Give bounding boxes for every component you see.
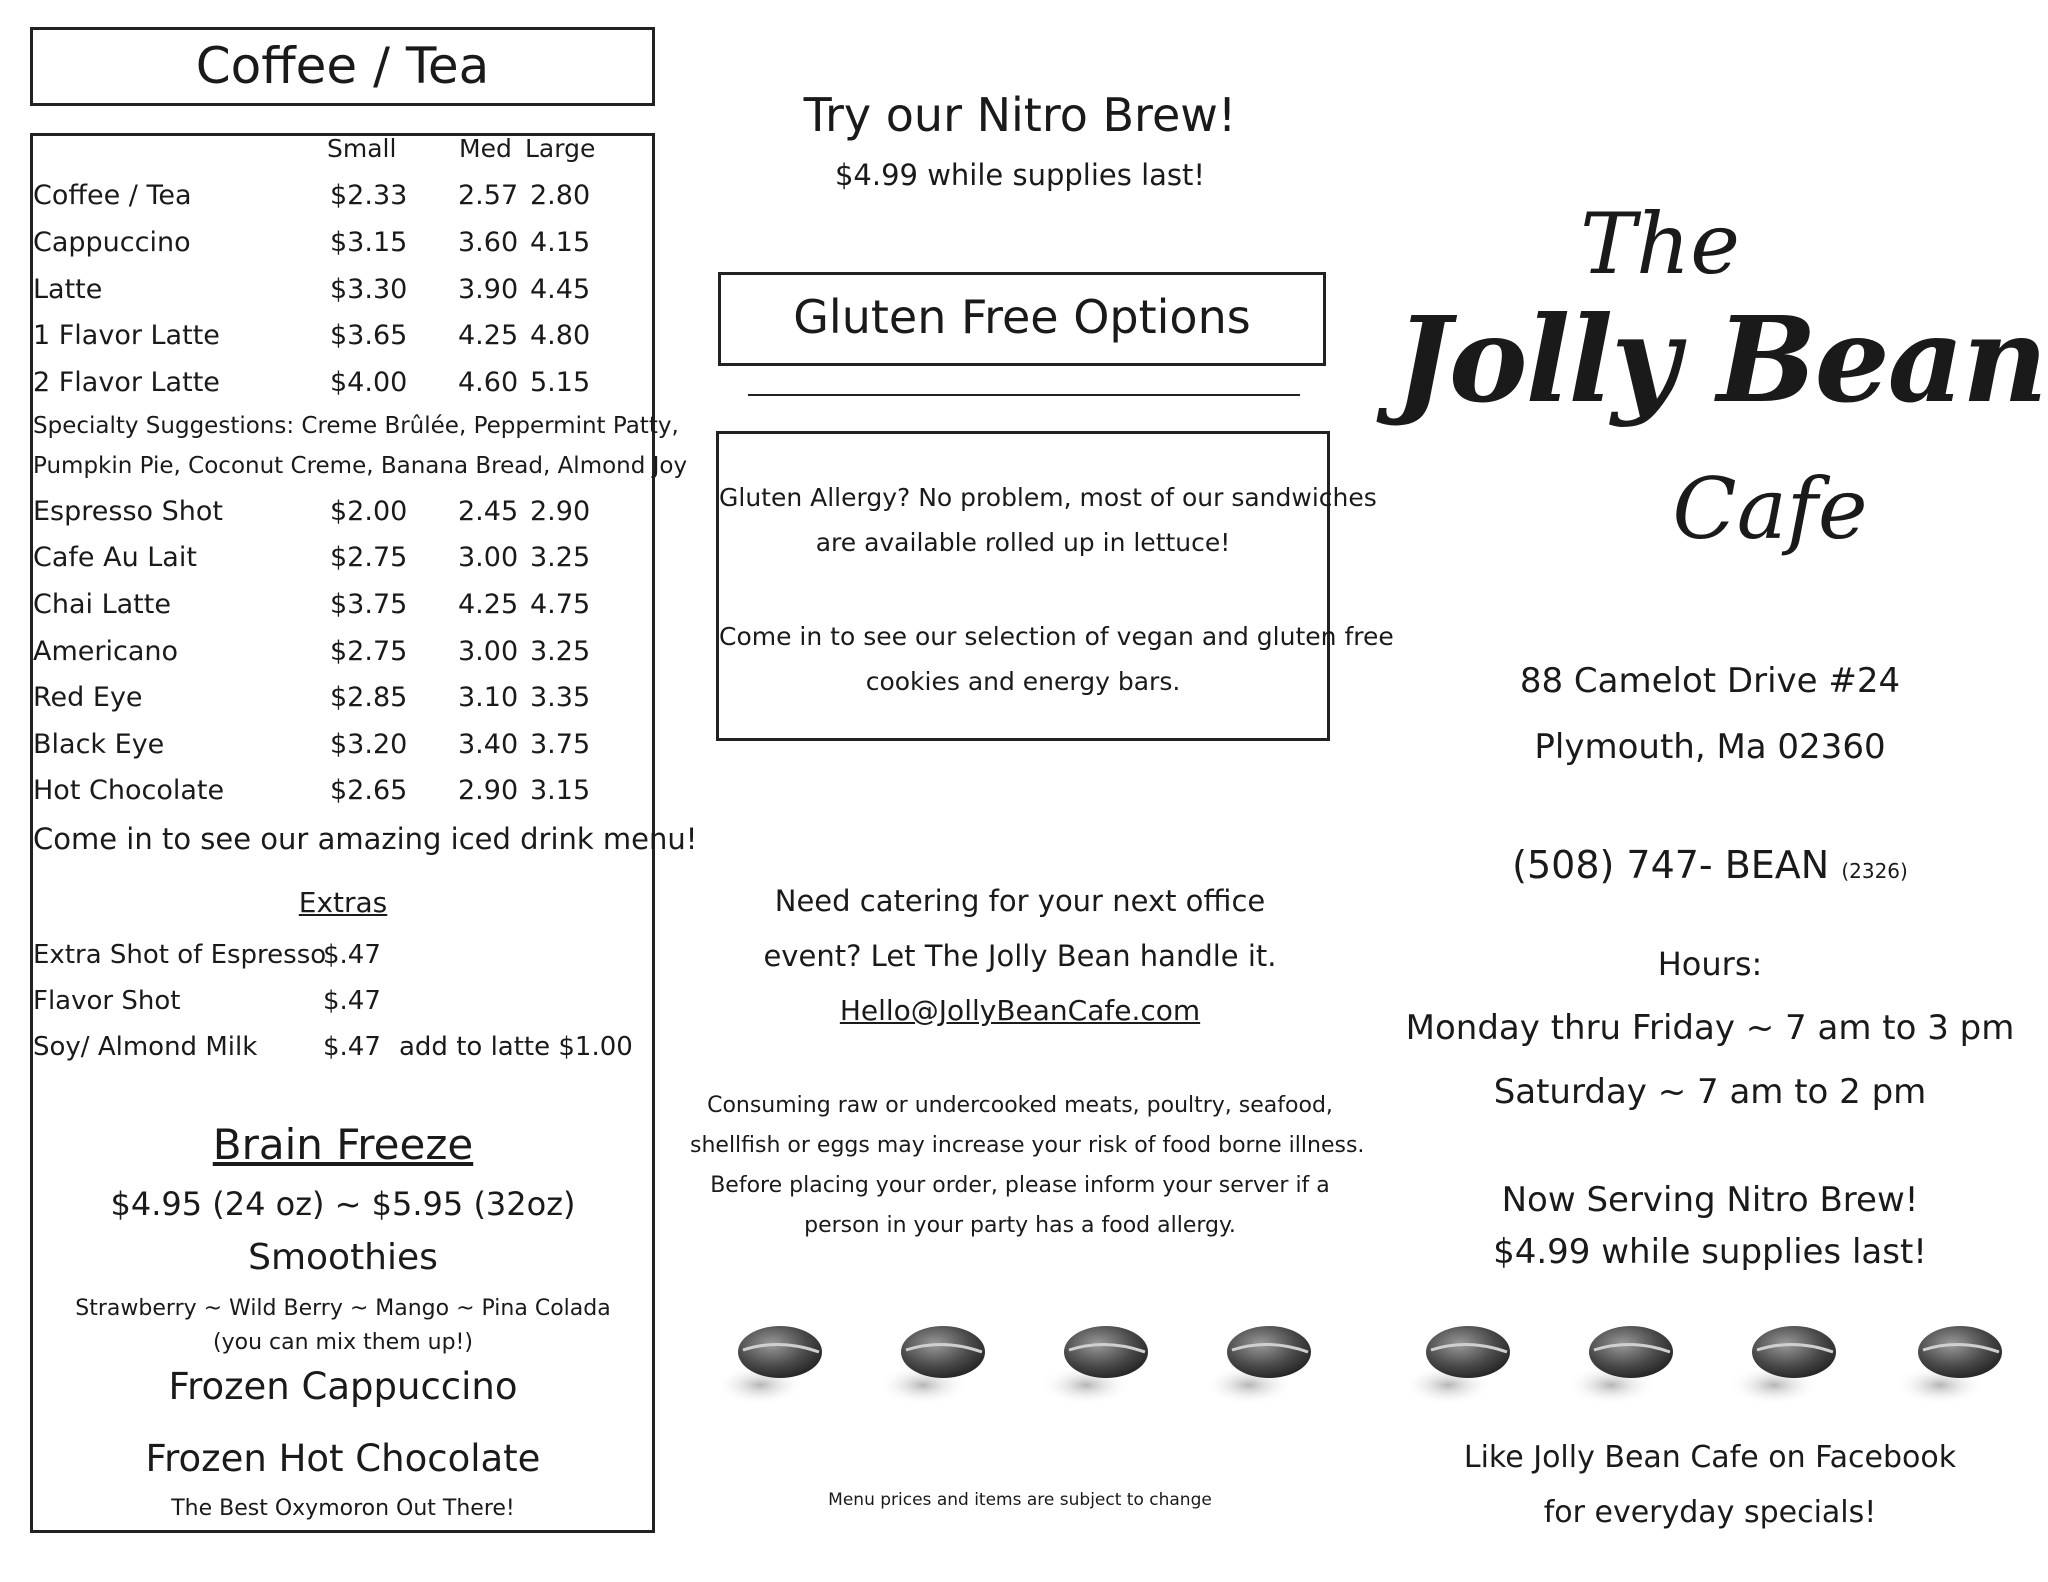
logo-name: Jolly Bean [1395, 290, 2046, 429]
extras-row [33, 940, 653, 986]
address-line1: 88 Camelot Drive #24 [1519, 661, 1901, 701]
phone-digits: (2326) [1841, 859, 1908, 883]
allergy-line4: cookies and energy bars. [865, 667, 1181, 696]
item-name: Hot Chocolate [33, 775, 225, 806]
email-link[interactable]: Hello@JollyBeanCafe.com [839, 994, 1201, 1027]
price-small: $3.20 [330, 729, 408, 760]
specialty-suggestions-line1: Specialty Suggestions: Creme Brûlée, Peppermint Patty, [33, 413, 679, 439]
price-med: 3.10 [458, 682, 519, 713]
price-med: 3.40 [458, 729, 519, 760]
menu-row [33, 589, 653, 635]
prices-disclaimer: Menu prices and items are subject to change [828, 1490, 1212, 1510]
coffee-bean-icon [1204, 1320, 1314, 1410]
coffee-bean-icon [1729, 1320, 1839, 1410]
menu-row [33, 180, 653, 226]
extras-title: Extras [298, 886, 388, 919]
menu-row [33, 682, 653, 728]
nitro-brew-title: Try our Nitro Brew! [803, 88, 1237, 142]
item-name: Chai Latte [33, 589, 171, 620]
item-name: Espresso Shot [33, 496, 223, 527]
price-small: $3.75 [330, 589, 408, 620]
allergy-line2: are available rolled up in lettuce! [815, 528, 1231, 557]
logo-the: The [1580, 195, 1740, 293]
nitro-serving-line2: $4.99 while supplies last! [1493, 1232, 1927, 1272]
price-small: $2.75 [330, 636, 408, 667]
extras-row [33, 986, 653, 1032]
nitro-brew-subtitle: $4.99 while supplies last! [834, 158, 1206, 192]
oxymoron-note: The Best Oxymoron Out There! [171, 1496, 515, 1521]
menu-row [33, 775, 653, 821]
coffee-bean-icon [878, 1320, 988, 1410]
menu-row [33, 367, 653, 413]
divider-rule [748, 394, 1300, 396]
price-med: 2.57 [458, 180, 519, 211]
price-small: $2.75 [330, 542, 408, 573]
item-name: Latte [33, 274, 103, 305]
price-med: 2.90 [458, 775, 519, 806]
gluten-allergy-box [716, 431, 1394, 741]
hours-weekday: Monday thru Friday ~ 7 am to 3 pm [1405, 1008, 2015, 1048]
item-name: Cafe Au Lait [33, 542, 197, 573]
menu-row [33, 542, 653, 588]
catering-line2: event? Let The Jolly Bean handle it. [763, 939, 1277, 973]
iced-drink-note: Come in to see our amazing iced drink menu! [33, 822, 698, 856]
header-large: Large [525, 134, 596, 163]
brain-freeze-price: $4.95 (24 oz) ~ $5.95 (32oz) [110, 1185, 576, 1223]
price-large: 3.15 [530, 775, 591, 806]
menu-row [33, 636, 653, 682]
specialty-suggestions-line2: Pumpkin Pie, Coconut Creme, Banana Bread, Almond Joy [33, 453, 688, 479]
brain-freeze-title: Brain Freeze [212, 1120, 474, 1169]
frozen-cappuccino: Frozen Cappuccino [168, 1365, 518, 1408]
extras-row [33, 1032, 653, 1078]
extra-name: Extra Shot of Espresso [33, 940, 327, 970]
price-small: $3.15 [330, 227, 408, 258]
price-small: $2.85 [330, 682, 408, 713]
extra-price: $.47 [323, 986, 381, 1016]
facebook-line2: for everyday specials! [1543, 1495, 1877, 1530]
allergy-line3: Come in to see our selection of vegan and gluten free [719, 622, 1394, 651]
coffee-bean-icon [1566, 1320, 1676, 1410]
item-name: Black Eye [33, 729, 165, 760]
price-med: 3.60 [458, 227, 519, 258]
extra-price: $.47 [323, 1032, 381, 1062]
extra-price: $.47 [323, 940, 381, 970]
price-large: 4.45 [530, 274, 591, 305]
menu-row [33, 227, 653, 273]
smoothies-flavors: Strawberry ~ Wild Berry ~ Mango ~ Pina Colada [75, 1296, 611, 1321]
menu-row [33, 274, 653, 320]
price-med: 3.90 [458, 274, 519, 305]
item-name: Cappuccino [33, 227, 191, 258]
smoothies-note: (you can mix them up!) [213, 1330, 473, 1355]
hours-title: Hours: [1657, 945, 1763, 983]
allergy-line1: Gluten Allergy? No problem, most of our sandwiches [719, 483, 1377, 512]
food-warning-line1: Consuming raw or undercooked meats, poultry, seafood, [707, 1093, 1333, 1118]
smoothies-title: Smoothies [248, 1237, 438, 1278]
price-small: $2.65 [330, 775, 408, 806]
coffee-tea-title: Coffee / Tea [30, 27, 655, 106]
jolly-bean-logo [1395, 195, 2046, 595]
price-small: $3.30 [330, 274, 408, 305]
price-large: 3.25 [530, 542, 591, 573]
address-line2: Plymouth, Ma 02360 [1534, 727, 1886, 767]
price-large: 4.15 [530, 227, 591, 258]
phone-number [1390, 843, 2030, 887]
logo-cafe: Cafe [1672, 460, 1868, 558]
coffee-bean-icon [1403, 1320, 1513, 1410]
coffee-bean-icon [1895, 1320, 2005, 1410]
price-large: 2.90 [530, 496, 591, 527]
item-name: Red Eye [33, 682, 143, 713]
price-med: 2.45 [458, 496, 519, 527]
extra-name: Soy/ Almond Milk [33, 1032, 258, 1062]
price-small: $2.00 [330, 496, 408, 527]
item-name: Coffee / Tea [33, 180, 192, 211]
phone-main: (508) 747- BEAN [1512, 843, 1830, 887]
frozen-hot-chocolate: Frozen Hot Chocolate [145, 1437, 541, 1480]
gluten-free-title: Gluten Free Options [718, 272, 1326, 366]
coffee-bean-icon [1041, 1320, 1151, 1410]
hours-saturday: Saturday ~ 7 am to 2 pm [1493, 1072, 1927, 1112]
price-small: $4.00 [330, 367, 408, 398]
price-med: 4.60 [458, 367, 519, 398]
price-large: 3.35 [530, 682, 591, 713]
price-med: 4.25 [458, 320, 519, 351]
menu-row [33, 496, 653, 542]
coffee-bean-icon [715, 1320, 825, 1410]
price-large: 2.80 [530, 180, 591, 211]
extra-addon: add to latte $1.00 [399, 1032, 633, 1062]
price-large: 4.75 [530, 589, 591, 620]
nitro-serving-line1: Now Serving Nitro Brew! [1501, 1180, 1919, 1220]
price-med: 3.00 [458, 636, 519, 667]
food-warning-line3: Before placing your order, please inform your server if a [710, 1173, 1330, 1198]
food-warning-line2: shellfish or eggs may increase your risk of food borne illness. [690, 1133, 1365, 1158]
menu-row [33, 320, 653, 366]
facebook-line1: Like Jolly Bean Cafe on Facebook [1463, 1440, 1957, 1475]
price-small: $2.33 [330, 180, 408, 211]
price-small: $3.65 [330, 320, 408, 351]
header-small: Small [327, 134, 397, 163]
food-warning-line4: person in your party has a food allergy. [804, 1213, 1236, 1238]
price-large: 3.25 [530, 636, 591, 667]
price-large: 3.75 [530, 729, 591, 760]
header-med: Med [459, 134, 512, 163]
extra-name: Flavor Shot [33, 986, 181, 1016]
price-med: 3.00 [458, 542, 519, 573]
price-med: 4.25 [458, 589, 519, 620]
price-large: 5.15 [530, 367, 591, 398]
item-name: 1 Flavor Latte [33, 320, 220, 351]
catering-line1: Need catering for your next office [774, 884, 1266, 918]
item-name: Americano [33, 636, 179, 667]
item-name: 2 Flavor Latte [33, 367, 220, 398]
price-large: 4.80 [530, 320, 591, 351]
menu-row [33, 729, 653, 775]
